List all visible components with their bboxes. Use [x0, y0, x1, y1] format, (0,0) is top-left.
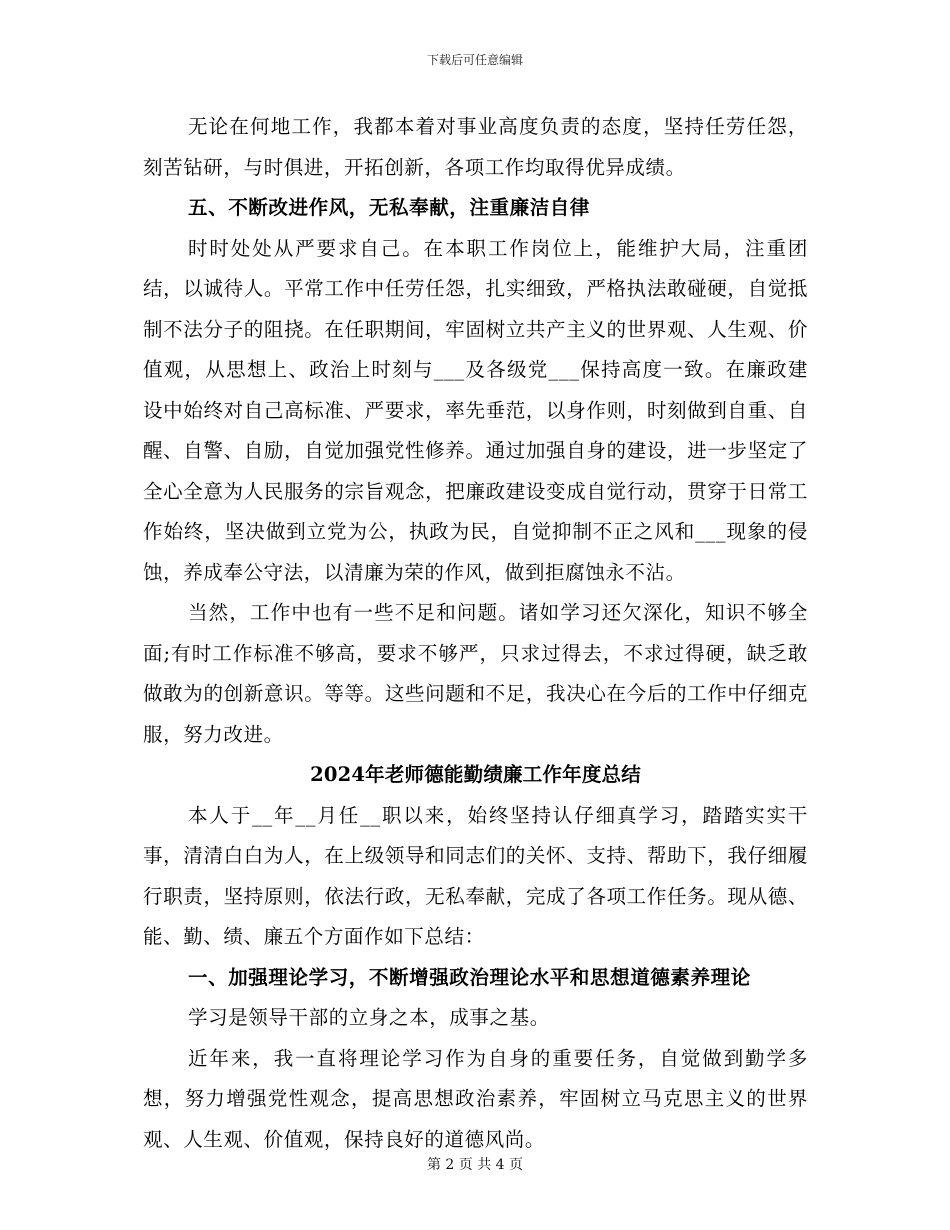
- document-body: [143, 107, 808, 1160]
- section-heading-1: 一、加强理论学习，不断增强政治理论水平和思想道德素养理论: [188, 965, 751, 989]
- paragraph-work-attitude: 无论在何地工作，我都本着对事业高度负责的态度，坚持任劳任怨，刻苦钻研，与时俱进，开拓创新，各项工作均取得优异成绩。: [143, 115, 808, 179]
- paragraph-introduction: 本人于__年__月任__职以来，始终坚持认仔细真学习，踏踏实实干事，清清白白为人，在上级领导和同志们的关怀、支持、帮助下，我仔细履行职责，坚持原则，依法行政，无私奉献，完成了各项工作任务。现从德、能、勤、绩、廉五个方面作如下总结：: [143, 803, 808, 948]
- page-header: 下载后可任意编辑: [426, 53, 523, 67]
- paragraph-theory-study: 近年来，我一直将理论学习作为自身的重要任务，自觉做到勤学多想，努力增强党性观念，提高思想政治素养，牢固树立马克思主义的世界观、人生观、价值观，保持良好的道德风尚。: [143, 1046, 808, 1151]
- page-footer: 第 2 页 共 4 页: [426, 1157, 524, 1173]
- paragraph-shortcomings: 当然，工作中也有一些不足和问题。诸如学习还欠深化，知识不够全面;有时工作标准不够高，要求不够严，只求过得去，不求过得硬，缺乏敢做敢为的创新意识。等等。这些问题和不足，我决心在今后的工作中仔细克服，努力改进。: [143, 601, 808, 746]
- paragraph-study-foundation: 学习是领导干部的立身之本，成事之基。: [188, 1006, 550, 1029]
- paragraph-self-discipline: 时时处处从严要求自己。在本职工作岗位上，能维护大局，注重团结，以诚待人。平常工作中任劳任怨，扎实细致，严格执法敢碰硬，自觉抵制不法分子的阻挠。在任职期间，牢固树立共产主义的世界观、人生观、价值观，从思想上、政治上时刻与___及各级党___保持高度一致。在廉政建设中始终对自己高标准、严要求，率先垂范，以身作则，时刻做到自重、自醒、自警、自励，自觉加强党性修养。通过加强自身的建设，进一步坚定了全心全意为人民服务的宗旨观念，把廉政建设变成自觉行动，贯穿于日常工作始终，坚决做到立党为公，执政为民，自觉抑制不正之风和___现象的侵蚀，养成奉公守法，以清廉为荣的作风，做到拒腐蚀永不沾。: [143, 236, 808, 584]
- document-title: 2024年老师德能勤绩廉工作年度总结: [310, 763, 641, 786]
- section-heading-5: 五、不断改进作风，无私奉献，注重廉洁自律: [188, 196, 591, 219]
